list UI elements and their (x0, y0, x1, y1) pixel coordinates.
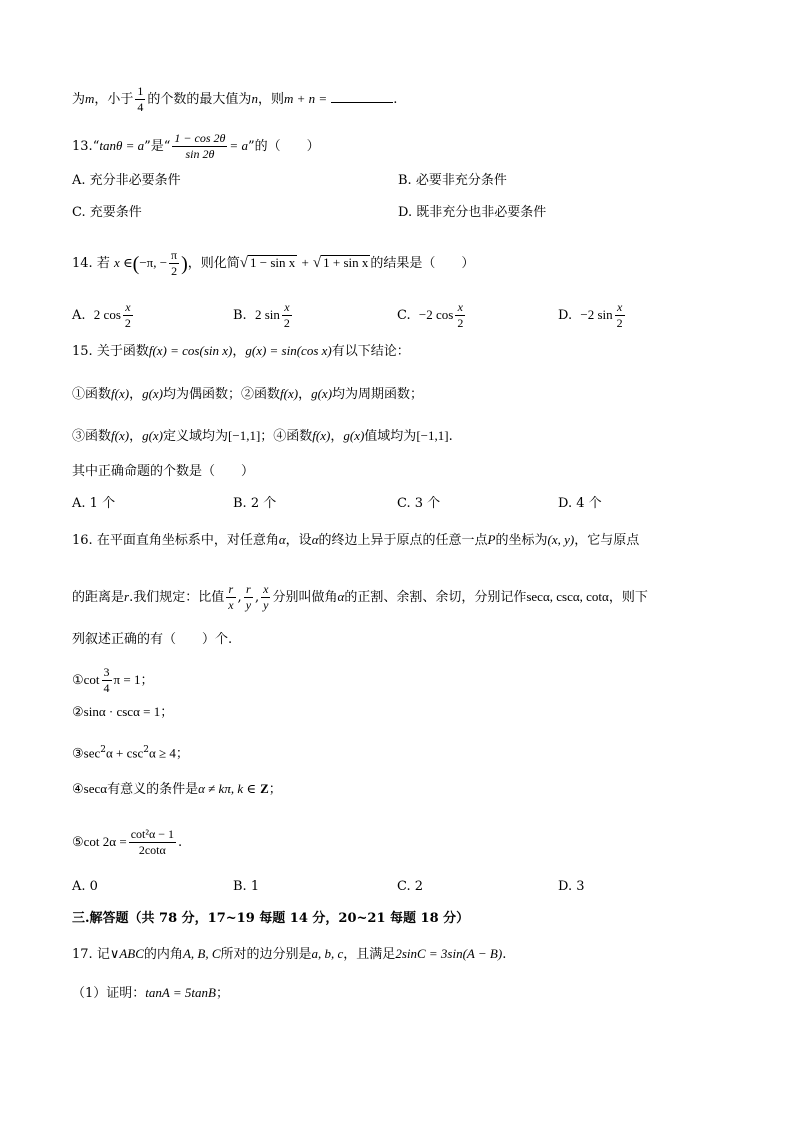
statement-3: $③\sec^2\alpha + \csc^2\alpha \ge 4$； (72, 745, 189, 761)
question-number: 15. (72, 344, 93, 359)
option-b[interactable]: B. 2 个 (233, 496, 277, 511)
statement-4: ④secα有意义的条件是α ≠ kπ, k ∈ Z； (72, 781, 282, 797)
fraction-one-quarter: $\frac{1}{4}$ (137, 84, 144, 114)
section-heading: 三.解答题（共 78 分，17~19 每题 14 分，20~21 每题 18 分） (72, 911, 470, 926)
option-a[interactable]: A. 2 cos $\frac{x}{2}$ (72, 300, 131, 330)
fraction-pi-over-2: $\frac{\pi}{2}$ (171, 248, 178, 278)
question-number: 14. (72, 256, 93, 271)
question-16-line-2: 的距离是r.我们规定：比值 $\frac{r}{x}$ , $\frac{r}{y}$ , $\frac{x}{y}$ 分别叫做角α的正割、余割、余切，分别记作secα, cscα, cotα，则下 (72, 582, 648, 612)
option-d[interactable]: D. −2 sin $\frac{x}{2}$ (558, 300, 623, 330)
option-b[interactable]: B. 1 (233, 879, 260, 894)
prev-question-tail: 为m，小于 $\frac{1}{4}$ 的个数的最大值为n，则m + n = . (72, 84, 398, 114)
option-c[interactable]: C. 2 (397, 879, 424, 894)
question-13: 13.“tanθ = a”是“ $\frac{1 - \cos 2\theta}{\sin 2\theta}$ = a”的（ ） (72, 131, 320, 161)
condition-tan: tanθ = a (99, 138, 145, 153)
question-number: 17. (72, 947, 93, 962)
question-15-prompt: 其中正确命题的个数是（ ） (72, 464, 255, 479)
question-15: 15. 关于函数f(x) = cos(sin x)，g(x) = sin(cos x)有以下结论： (72, 343, 410, 359)
var-n: n (251, 91, 258, 106)
var-m: m (85, 91, 95, 106)
question-16: 16. 在平面直角坐标系中，对任意角α，设α的终边上异于原点的任意一点P的坐标为(x, y)，它与原点 (72, 532, 640, 548)
f-definition: f(x) = cos(sin x) (148, 343, 233, 358)
option-a[interactable]: A. 充分非必要条件 (72, 173, 181, 188)
statement-1-2: ①函数f(x)，g(x)均为偶函数；②函数f(x)，g(x)均为周期函数； (72, 386, 424, 402)
expr-m-plus-n: m + n = (283, 91, 328, 106)
question-16-line-3: 列叙述正确的有（ ）个. (72, 632, 233, 647)
option-b[interactable]: B. 2 sin $\frac{x}{2}$ (233, 300, 290, 330)
option-d[interactable]: D. 4 个 (558, 496, 602, 511)
question-17: 17. 记∨ABC的内角A, B, C所对的边分别是a, b, c，且满足2sinC = 3sin(A − B). (72, 946, 507, 962)
option-d[interactable]: D. 既非充分也非必要条件 (398, 205, 547, 220)
question-number: 13. (72, 139, 93, 154)
statement-1: ①cot $\frac{3}{4}$ π = 1； (72, 665, 154, 695)
radical-2: 1 + sin x (323, 255, 369, 270)
question-17-part-1: （1）证明：tanA = 5tanB； (72, 985, 229, 1001)
statement-5: ⑤cot 2α = $\frac{\text{cot²α − 1}}{2\cot\alpha}$ . (72, 827, 183, 857)
option-a[interactable]: A. 0 (72, 879, 98, 894)
option-b[interactable]: B. 必要非充分条件 (398, 173, 507, 188)
answer-blank[interactable] (331, 90, 393, 103)
option-d[interactable]: D. 3 (558, 879, 585, 894)
option-c[interactable]: C. −2 cos $\frac{x}{2}$ (397, 300, 464, 330)
statement-2: ②sinα · cscα = 1； (72, 704, 174, 719)
option-c[interactable]: C. 充要条件 (72, 205, 142, 220)
question-14: 14. 若 x ∈(−π, − $\frac{\pi}{2}$ )，则化简√ 1 − sin x + √ 1 + sin x 的结果是（ ） (72, 248, 475, 278)
radical-1: 1 − sin x (250, 255, 296, 270)
option-c[interactable]: C. 3 个 (397, 496, 441, 511)
statement-3-4: ③函数f(x)，g(x)定义域均为[−1,1]；④函数f(x)，g(x)值域均为[−1,1]. (72, 428, 453, 444)
option-a[interactable]: A. 1 个 (72, 496, 116, 511)
g-definition: g(x) = sin(cos x) (245, 343, 332, 358)
question-number: 16. (72, 533, 93, 548)
fraction-condition: $\frac{1 - \cos 2\theta}{\sin 2\theta}$ (174, 131, 226, 161)
